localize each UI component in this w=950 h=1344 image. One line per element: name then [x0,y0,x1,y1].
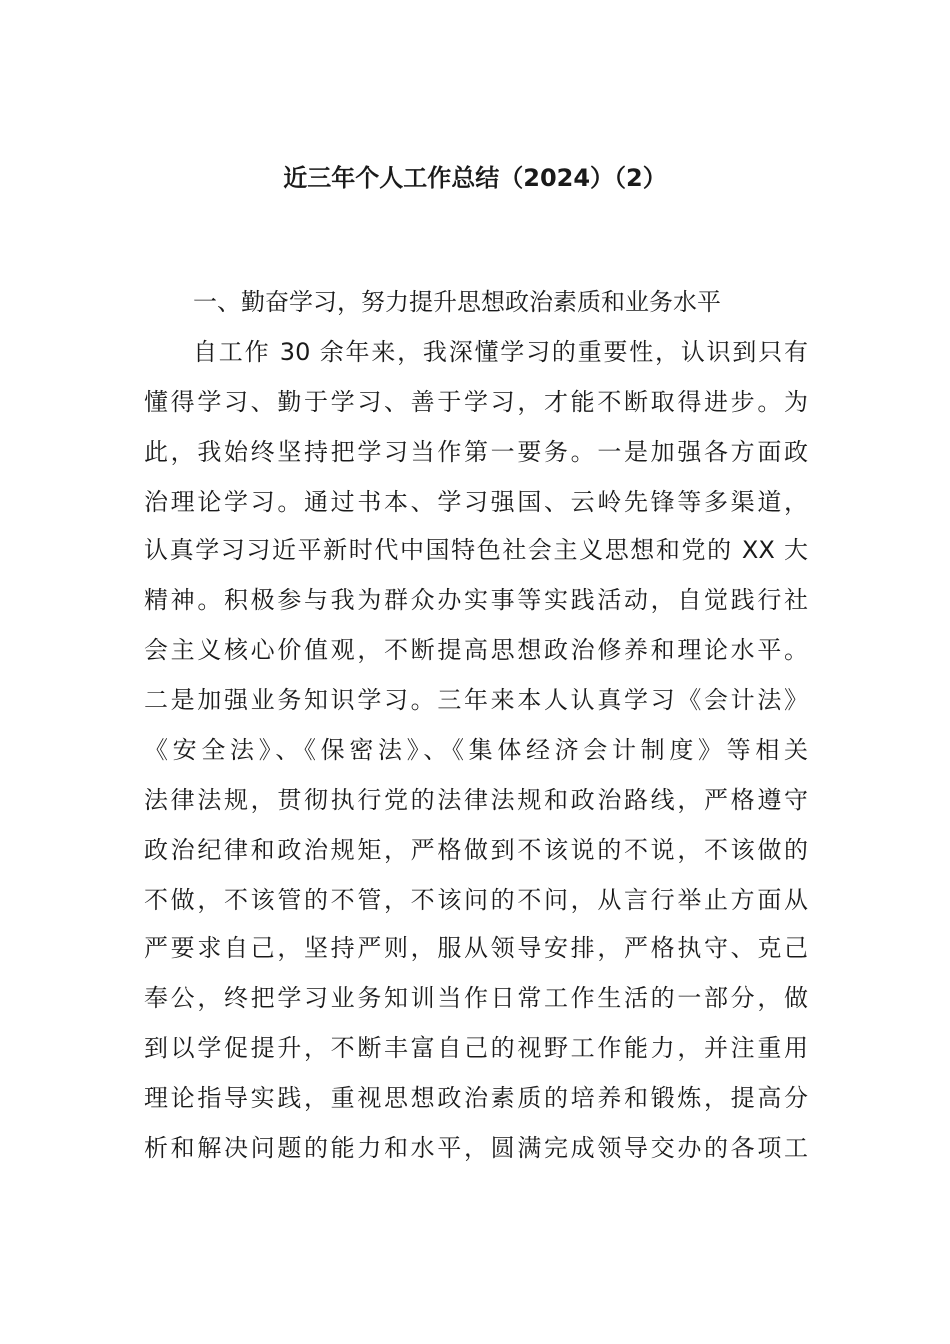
paragraph-line: 认真学习习近平新时代中国特色社会主义思想和党的 XX 大 [144,536,808,564]
paragraph-line: 精神。积极参与我为群众办实事等实践活动，自觉践行社 [144,586,808,614]
paragraph-line: 二是加强业务知识学习。三年来本人认真学习《会计法》 [144,686,808,714]
paragraph-line: 到以学促提升，不断丰富自己的视野工作能力，并注重用 [144,1034,808,1062]
paragraph-line: 自工作 30 余年来，我深懂学习的重要性，认识到只有 [193,338,808,366]
document-title: 近三年个人工作总结（2024）（2） [283,164,667,192]
paragraph-line: 治理论学习。通过书本、学习强国、云岭先锋等多渠道， [144,488,808,516]
paragraph-line: 懂得学习、勤于学习、善于学习，才能不断取得进步。为 [144,388,808,416]
paragraph-line: 不做，不该管的不管，不该问的不问，从言行举止方面从 [144,886,808,914]
paragraph-line: 奉公，终把学习业务知训当作日常工作生活的一部分，做 [144,984,808,1012]
paragraph-line: 析和解决问题的能力和水平，圆满完成领导交办的各项工 [144,1134,808,1162]
paragraph-line: 此，我始终坚持把学习当作第一要务。一是加强各方面政 [144,438,808,466]
paragraph-line: 严要求自己，坚持严则，服从领导安排，严格执守、克己 [144,934,808,962]
paragraph-line: 《安全法》、《保密法》、《集体经济会计制度》等相关 [144,736,808,764]
paragraph-line: 理论指导实践，重视思想政治素质的培养和锻炼，提高分 [144,1084,808,1112]
paragraph-line: 政治纪律和政治规矩，严格做到不该说的不说，不该做的 [144,836,808,864]
paragraph-line: 法律法规，贯彻执行党的法律法规和政治路线，严格遵守 [144,786,808,814]
section-heading: 一、勤奋学习，努力提升思想政治素质和业务水平 [193,288,721,316]
paragraph-line: 会主义核心价值观，不断提高思想政治修养和理论水平。 [144,636,808,664]
